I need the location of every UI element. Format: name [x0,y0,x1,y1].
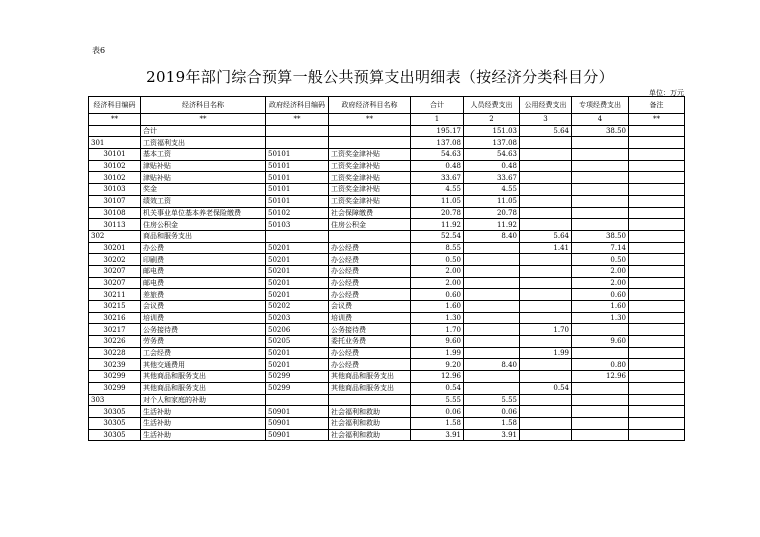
public-cell [520,265,572,277]
personnel-cell [464,277,520,289]
table-row [89,429,685,441]
personnel-cell: 1.58 [464,417,520,429]
remarks-cell [629,184,685,196]
code-cell: 303 [89,394,141,406]
personnel-cell [464,382,520,394]
table-row [89,195,685,207]
remarks-cell [629,230,685,242]
remarks-cell [629,336,685,348]
special-cell: 0.50 [572,254,629,266]
total-cell: 5.55 [411,394,464,406]
special-cell: 7.14 [572,242,629,254]
category-row [89,394,685,406]
public-cell [520,429,572,441]
remarks-cell [629,149,685,161]
gov-name-cell: 办公经费 [329,254,411,266]
public-cell [520,195,572,207]
public-cell [520,254,572,266]
gov-code-cell: 50201 [266,359,329,371]
special-cell [572,149,629,161]
remarks-cell [629,312,685,324]
remarks-cell [629,394,685,406]
total-row [89,125,685,137]
remarks-cell [629,347,685,359]
total-cell: 20.78 [411,207,464,219]
gov-name-cell: 会议费 [329,301,411,313]
personnel-cell [464,336,520,348]
table-row [89,277,685,289]
table-row [89,254,685,266]
gov-name-cell: 工资奖金津补贴 [329,195,411,207]
public-cell: 1.41 [520,242,572,254]
personnel-cell [464,324,520,336]
table-row [89,184,685,196]
total-cell: 54.63 [411,149,464,161]
special-cell: 9.60 [572,336,629,348]
name-cell: 差旅费 [141,289,266,301]
total-cell: 0.48 [411,160,464,172]
gov-code-cell: 50901 [266,406,329,418]
header-number: ** [89,114,141,126]
gov-name-cell: 工资奖金津补贴 [329,160,411,172]
special-cell [572,347,629,359]
special-cell [572,172,629,184]
public-cell [520,172,572,184]
gov-code-cell: 50101 [266,195,329,207]
total-cell: 2.00 [411,265,464,277]
total-special: 38.50 [572,125,629,137]
name-cell: 培训费 [141,312,266,324]
gov-name-cell: 社会保障缴费 [329,207,411,219]
public-cell [520,219,572,231]
public-cell: 1.70 [520,324,572,336]
public-cell [520,417,572,429]
header-economic-code: 经济科目编码 [89,97,141,114]
personnel-cell [464,312,520,324]
special-cell: 2.00 [572,265,629,277]
header-number: 3 [520,114,572,126]
code-cell: 30107 [89,195,141,207]
special-cell: 38.50 [572,230,629,242]
gov-code-cell: 50901 [266,417,329,429]
gov-code-cell: 50101 [266,172,329,184]
table-row [89,359,685,371]
personnel-cell: 20.78 [464,207,520,219]
gov-code-cell [266,394,329,406]
total-cell: 52.54 [411,230,464,242]
personnel-cell: 8.40 [464,359,520,371]
gov-name-cell: 其他商品和服务支出 [329,371,411,383]
special-cell [572,207,629,219]
gov-name-cell: 办公经费 [329,277,411,289]
remarks-cell [629,359,685,371]
special-cell [572,417,629,429]
gov-code-cell: 50103 [266,219,329,231]
category-row [89,137,685,149]
gov-code-cell: 50101 [266,149,329,161]
name-cell: 其他商品和服务支出 [141,382,266,394]
public-cell [520,137,572,149]
budget-detail-table [88,96,685,441]
gov-name-cell: 工资奖金津补贴 [329,184,411,196]
code-cell: 302 [89,230,141,242]
header-remarks: 备注 [629,97,685,114]
header-number: ** [141,114,266,126]
code-cell: 30211 [89,289,141,301]
gov-code-cell: 50299 [266,382,329,394]
public-cell [520,336,572,348]
public-cell [520,312,572,324]
total-cell: 2.00 [411,277,464,289]
code-cell: 30217 [89,324,141,336]
code-cell: 30101 [89,149,141,161]
special-cell: 2.00 [572,277,629,289]
remarks-cell [629,371,685,383]
header-number: ** [629,114,685,126]
table-row [89,347,685,359]
total-cell: 11.05 [411,195,464,207]
total-cell: 0.54 [411,382,464,394]
table-row [89,324,685,336]
name-cell: 工会经费 [141,347,266,359]
gov-code-cell: 50201 [266,242,329,254]
special-cell [572,394,629,406]
gov-code-cell: 50203 [266,312,329,324]
special-cell: 0.80 [572,359,629,371]
remarks-cell [629,324,685,336]
header-total: 合计 [411,97,464,114]
name-cell: 其他交通费用 [141,359,266,371]
gov-name-cell: 培训费 [329,312,411,324]
total-sum: 195.17 [411,125,464,137]
gov-name-cell [329,230,411,242]
personnel-cell: 3.91 [464,429,520,441]
remarks-cell [629,160,685,172]
public-cell [520,371,572,383]
code-cell: 30239 [89,359,141,371]
total-code-cell [89,125,141,137]
remarks-cell [629,137,685,149]
gov-code-cell: 50202 [266,301,329,313]
public-cell [520,394,572,406]
gov-name-cell: 工资奖金津补贴 [329,149,411,161]
special-cell: 1.60 [572,301,629,313]
code-cell: 30305 [89,429,141,441]
table-row [89,242,685,254]
header-number-row [89,114,685,126]
name-cell: 印刷费 [141,254,266,266]
total-cell: 11.92 [411,219,464,231]
gov-code-cell: 50201 [266,347,329,359]
table-row [89,172,685,184]
total-cell: 1.60 [411,301,464,313]
special-cell: 12.96 [572,371,629,383]
header-number: 4 [572,114,629,126]
personnel-cell [464,289,520,301]
personnel-cell: 11.05 [464,195,520,207]
public-cell: 0.54 [520,382,572,394]
total-cell: 0.06 [411,406,464,418]
remarks-cell [629,277,685,289]
table-row [89,417,685,429]
table-row [89,406,685,418]
table-row [89,160,685,172]
total-cell: 4.55 [411,184,464,196]
gov-name-cell: 工资奖金津补贴 [329,172,411,184]
header-number: ** [329,114,411,126]
special-cell [572,324,629,336]
total-remarks [629,125,685,137]
personnel-cell: 0.48 [464,160,520,172]
name-cell: 工资福利支出 [141,137,266,149]
public-cell: 5.64 [520,230,572,242]
table-row [89,219,685,231]
public-cell [520,149,572,161]
name-cell: 津贴补贴 [141,160,266,172]
remarks-cell [629,254,685,266]
name-cell: 办公费 [141,242,266,254]
unit-label: 单位：万元 [649,89,684,97]
page-title: 2019年部门综合预算一般公共预算支出明细表（按经济分类科目分） [146,68,614,86]
public-cell [520,289,572,301]
header-number: ** [266,114,329,126]
gov-name-cell: 办公经费 [329,359,411,371]
code-cell: 30226 [89,336,141,348]
header-public: 公用经费支出 [520,97,572,114]
code-cell: 30216 [89,312,141,324]
total-cell: 0.50 [411,254,464,266]
total-gov-code-cell [266,125,329,137]
total-cell: 3.91 [411,429,464,441]
special-cell: 0.60 [572,289,629,301]
gov-code-cell: 50206 [266,324,329,336]
remarks-cell [629,429,685,441]
personnel-cell [464,265,520,277]
header-number: 1 [411,114,464,126]
special-cell [572,184,629,196]
public-cell: 1.99 [520,347,572,359]
gov-name-cell: 其他商品和服务支出 [329,382,411,394]
name-cell: 邮电费 [141,265,266,277]
total-cell: 0.60 [411,289,464,301]
special-cell [572,429,629,441]
code-cell: 30207 [89,265,141,277]
name-cell: 其他商品和服务支出 [141,371,266,383]
code-cell: 30113 [89,219,141,231]
remarks-cell [629,242,685,254]
gov-code-cell: 50299 [266,371,329,383]
personnel-cell: 54.63 [464,149,520,161]
special-cell [572,406,629,418]
header-gov-economic-name: 政府经济科目名称 [329,97,411,114]
remarks-cell [629,406,685,418]
name-cell: 生活补助 [141,406,266,418]
total-cell: 1.70 [411,324,464,336]
special-cell [572,219,629,231]
special-cell [572,137,629,149]
name-cell: 基本工资 [141,149,266,161]
special-cell [572,382,629,394]
public-cell [520,359,572,371]
header-special: 专项经费支出 [572,97,629,114]
gov-code-cell: 50205 [266,336,329,348]
remarks-cell [629,265,685,277]
total-personnel: 151.03 [464,125,520,137]
total-cell: 9.20 [411,359,464,371]
gov-name-cell: 委托业务费 [329,336,411,348]
table-row [89,371,685,383]
total-cell: 12.96 [411,371,464,383]
personnel-cell: 137.08 [464,137,520,149]
code-cell: 30201 [89,242,141,254]
remarks-cell [629,172,685,184]
header-personnel: 人员经费支出 [464,97,520,114]
code-cell: 30207 [89,277,141,289]
name-cell: 生活补助 [141,417,266,429]
name-cell: 对个人和家庭的补助 [141,394,266,406]
gov-name-cell: 社会福利和救助 [329,406,411,418]
gov-name-cell: 办公经费 [329,265,411,277]
gov-code-cell: 50101 [266,184,329,196]
table-row [89,301,685,313]
header-gov-economic-code: 政府经济科目编码 [266,97,329,114]
code-cell: 30102 [89,172,141,184]
total-cell: 33.67 [411,172,464,184]
gov-name-cell: 办公经费 [329,347,411,359]
gov-code-cell [266,137,329,149]
personnel-cell: 0.06 [464,406,520,418]
remarks-cell [629,417,685,429]
header-row [89,97,685,114]
name-cell: 机关事业单位基本养老保险缴费 [141,207,266,219]
name-cell: 会议费 [141,301,266,313]
code-cell: 30299 [89,382,141,394]
table-row [89,289,685,301]
gov-name-cell: 公务接待费 [329,324,411,336]
name-cell: 公务接待费 [141,324,266,336]
special-cell: 1.30 [572,312,629,324]
gov-code-cell: 50201 [266,289,329,301]
gov-code-cell: 50101 [266,160,329,172]
name-cell: 生活补助 [141,429,266,441]
table-row [89,265,685,277]
code-cell: 301 [89,137,141,149]
code-cell: 30102 [89,160,141,172]
public-cell [520,277,572,289]
gov-code-cell: 50201 [266,265,329,277]
gov-code-cell: 50102 [266,207,329,219]
gov-name-cell: 住房公积金 [329,219,411,231]
table-row [89,207,685,219]
public-cell [520,207,572,219]
name-cell: 津贴补贴 [141,172,266,184]
total-cell: 1.30 [411,312,464,324]
personnel-cell: 8.40 [464,230,520,242]
public-cell [520,160,572,172]
table-row [89,336,685,348]
total-gov-name-cell [329,125,411,137]
remarks-cell [629,382,685,394]
header-economic-name: 经济科目名称 [141,97,266,114]
name-cell: 劳务费 [141,336,266,348]
personnel-cell: 4.55 [464,184,520,196]
personnel-cell: 11.92 [464,219,520,231]
total-cell: 9.60 [411,336,464,348]
personnel-cell [464,242,520,254]
code-cell: 30299 [89,371,141,383]
public-cell [520,301,572,313]
header-number: 2 [464,114,520,126]
code-cell: 30305 [89,406,141,418]
table-row [89,382,685,394]
personnel-cell [464,301,520,313]
gov-code-cell: 50201 [266,254,329,266]
total-cell: 1.99 [411,347,464,359]
name-cell: 奖金 [141,184,266,196]
remarks-cell [629,289,685,301]
remarks-cell [629,207,685,219]
name-cell: 商品和服务支出 [141,230,266,242]
table-number-label: 表6 [92,46,106,55]
code-cell: 30305 [89,417,141,429]
gov-name-cell [329,137,411,149]
name-cell: 邮电费 [141,277,266,289]
name-cell: 住房公积金 [141,219,266,231]
total-public: 5.64 [520,125,572,137]
personnel-cell: 5.55 [464,394,520,406]
gov-code-cell: 50901 [266,429,329,441]
gov-name-cell: 社会福利和救助 [329,417,411,429]
remarks-cell [629,195,685,207]
total-label: 合计 [141,125,266,137]
public-cell [520,184,572,196]
total-cell: 1.58 [411,417,464,429]
public-cell [520,406,572,418]
special-cell [572,160,629,172]
remarks-cell [629,219,685,231]
personnel-cell [464,371,520,383]
name-cell: 绩效工资 [141,195,266,207]
gov-name-cell [329,394,411,406]
code-cell: 30228 [89,347,141,359]
gov-code-cell [266,230,329,242]
remarks-cell [629,301,685,313]
gov-name-cell: 办公经费 [329,242,411,254]
code-cell: 30103 [89,184,141,196]
code-cell: 30215 [89,301,141,313]
gov-name-cell: 办公经费 [329,289,411,301]
code-cell: 30202 [89,254,141,266]
code-cell: 30108 [89,207,141,219]
gov-code-cell: 50201 [266,277,329,289]
special-cell [572,195,629,207]
total-cell: 137.08 [411,137,464,149]
personnel-cell: 33.67 [464,172,520,184]
table-row [89,149,685,161]
personnel-cell [464,347,520,359]
gov-name-cell: 社会福利和救助 [329,429,411,441]
table-row [89,312,685,324]
category-row [89,230,685,242]
total-cell: 8.55 [411,242,464,254]
personnel-cell [464,254,520,266]
